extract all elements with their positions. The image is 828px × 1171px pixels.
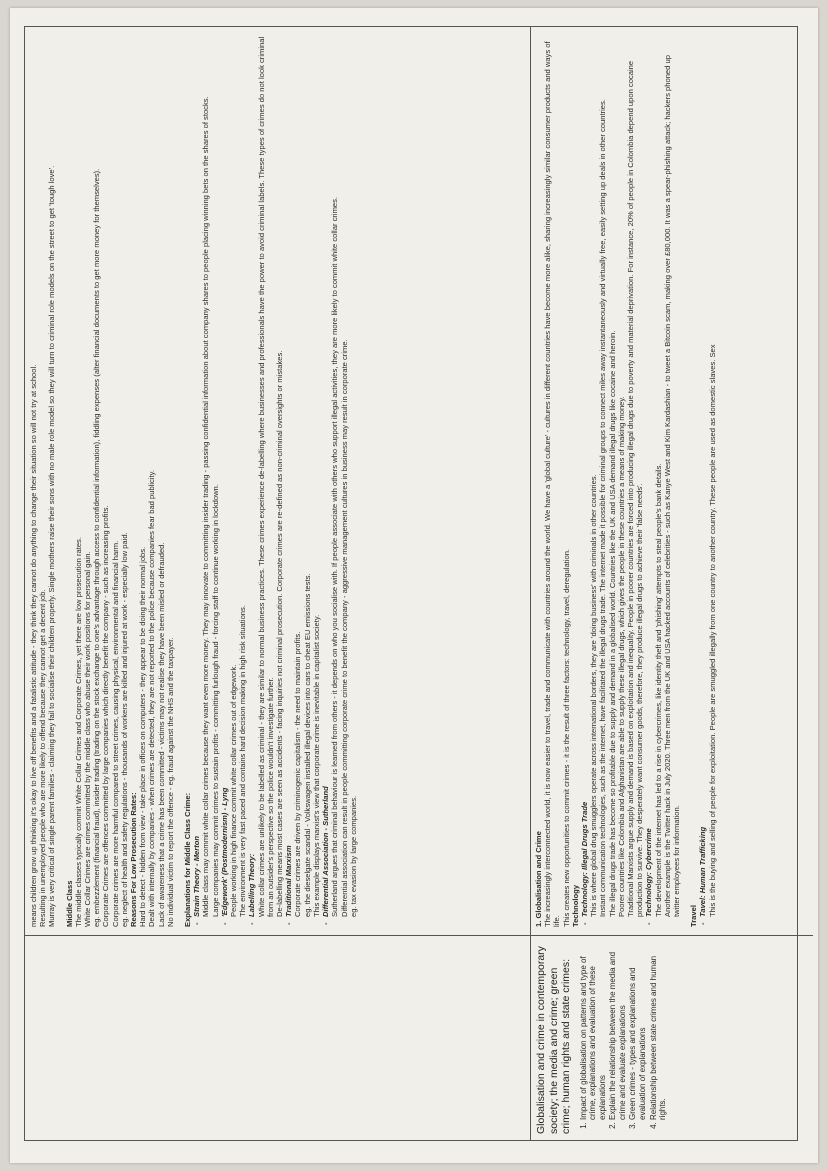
text-line: Large companies may commit crimes to sustain profits - committing furlough fraud - forcing staff to continue working in lockdown.	[210, 484, 220, 917]
text-line: White Collar Crimes are crimes committed by the middle class who abuse their work positions for personal gain.	[83, 551, 93, 927]
theory-heading: - 'Edgework' (Postmodernism) - Lyng	[220, 35, 229, 927]
text-line: Corporate crimes are more harmful compared to street crimes, causing physical, environmental and financial harm.	[110, 540, 120, 927]
cybercrime-heading: - Technology: Cybercrime	[644, 35, 653, 927]
text-line: Middle class may commit white collar crimes because they want even more money. They may innovate to committing insider trading - passing confidential information about company shares to people placing winning bets on the shares of stocks.	[201, 96, 211, 917]
travel-heading: Travel	[689, 905, 699, 927]
text-line: The environment is very fast paced and contains hard decision making in high risk situations.	[238, 605, 248, 917]
text-line: This is the buying and selling of people for exploitation. People are smuggled illegally from one country to another country. These people are used as domestic slaves. Sex	[707, 344, 717, 917]
text-line: Dealt with internally by companies - when crimes are detected, they are not reported to the police because companies fear bad publicity.	[147, 470, 157, 927]
text-line: Instant communication technologies, such as the internet, have facilitated the illegal drugs trade. The internet made it possible for criminal groups to connect miles away instantaneously and virtually free, easily setting up deals in other countries.	[598, 99, 608, 917]
table-row-middle-class	[25, 27, 531, 1140]
text-line: Traditional Marxists argue supply and demand is based on exploitation and inequality. People in poorer countries are forced into producing illegal drugs due to poverty and material deprivation. For instance, 20% of people in Colombia depend upon cocaine production to survive. They desperately want consumer goods, therefore, they produce illegal drugs to achieve their 'false needs'.	[626, 60, 645, 917]
topic-title: Globalisation and crime in contemporary society; the media and crime; green crime; human rights and state crimes:	[535, 946, 572, 1134]
text-line: Corporate Crimes are offences committed by large companies which directly benefit the company - such as increasing profits.	[101, 505, 111, 927]
text-line: Another example is the Twitter hack in July 2020. Three men from the UK and USA hacked accounts of celebrities - such as Kanye West and Kim Kardashian - to tweet a Bitcoin scam, making over £80,000. It was a spear-phishing attack; hackers phoned up twitter employees for information.	[662, 55, 682, 917]
text-line: People working in high finance commit white collar crimes out of edgework.	[229, 664, 239, 917]
theory-heading: - Labelling Theory:	[247, 35, 256, 927]
text-line: No individual victim to report the offence - eg. fraud against the NHS and the taxpayer.	[165, 637, 175, 927]
notes-cell-middle-class	[25, 27, 530, 935]
intro-line: Murray is very critical of single parent families - claiming they fail to socialise their children properly. Single mothers raise their sons with no male role model so they will turn to criminal role models on the street to get 'tough love'.	[47, 165, 57, 927]
text-line: Corporate crimes are driven by criminogenic capitalism - the need to maintain profits.	[293, 631, 303, 917]
text-line: The middle classes typically commit White Collar Crimes and Corporate Crimes, yet there are low prosecution rates.	[73, 537, 83, 927]
text-line: White collar crimes are unlikely to be labelled as criminal - they are similar to normal business practices. These crimes experience de-labelling where businesses and professionals have the power to avoid criminal labels. These types of crimes do not look criminal from an outsider's perspective so the police wouldn't investigate further.	[256, 36, 275, 917]
globalisation-heading: 1. Globalisation and Crime	[534, 831, 543, 927]
theory-heading: - Strain Theory - Merton	[192, 35, 201, 927]
text-line: This example displays marxist's view that corporate crime is inevitable in capitalist society.	[311, 614, 321, 917]
notes-table	[24, 26, 798, 1141]
text-line: Poorer countries like Colombia and Afghanistan are able to supply these illegal drugs, which gives the people in these countries a means of making money.	[616, 396, 626, 917]
subheading: Reasons For Low Prosecution Rates:	[129, 792, 139, 927]
text-line: Sutherland argues that criminal behaviour is learned from others - it depends on who you socialise with. If people associate with others who support illegal activities, they are more likely to commit white collar crimes.	[330, 196, 340, 917]
explanations-heading: Explanations for Middle Class Crime:	[183, 792, 193, 927]
text-line: Hard to detect - hidden from view - take place in offices on computers - they appear to be doing their normal jobs.	[138, 546, 148, 927]
drugs-heading: - Technology: Illegal Drugs Trade	[580, 35, 589, 927]
aim-item: 2. Explain the relationship between the media and crime and evaluate explanations	[608, 942, 627, 1120]
intro-line: means children grow up thinking it's okay to live off benefits and a fatalistic attitude - they think they cannot do anything to change their situation so will not try at school.	[29, 364, 38, 927]
intro-line: Resulting in unemployed people who are more likely to offend because they cannot get a decent job.	[38, 589, 48, 927]
text-line: Differential association can result in people committing corporate crime to benefit the company - aggressive management cultures in business may result in corporate crime.	[339, 339, 349, 917]
notes-cell-globalisation	[530, 27, 813, 935]
text-line: eg. embezzlement (financial fraud), insider trading (trading on the stock exchange to one's advantage through access to confidential information), fiddling expenses (alter financial documents to get more money for themselves).	[92, 168, 102, 927]
aim-item: 4. Relationship between state crimes and human rights.	[649, 942, 668, 1120]
empty-topic-cell	[25, 935, 530, 1140]
theory-heading: - Differential Association - Sutherland	[321, 35, 330, 927]
text-line: eg. tax evasion by large companies.	[348, 795, 358, 917]
text-line: This is where global drug smugglers operate across international borders, they are 'doing business' with criminals in other countries.	[589, 474, 599, 917]
aim-item: 3. Green crimes - types and explanations and evaluation of explanations	[628, 942, 647, 1120]
text-line: eg. the dieselgate scandal - Volkswagen installed illegal devices into cars to cheat EU emissions tests.	[302, 573, 312, 917]
trafficking-heading: - Tavel: Human Trafficking	[698, 35, 707, 927]
aims-list	[579, 942, 668, 1134]
text-line: The development of the internet has led to a rise in cybercrimes, like identity theft and 'phishing' attempts to steal people's bank details.	[653, 463, 663, 917]
text-line: Lack of awareness that a crime has been committed - victims may not realise they have been misled or defrauded.	[156, 542, 166, 927]
paper-sheet	[10, 8, 818, 1163]
aim-item: 1. Impact of globalisation on patterns and type of crime, explanations and evaluation of these explanations	[579, 942, 608, 1120]
theory-heading: - Traditional Marxism	[284, 35, 293, 927]
text-line: This creates new opportunities to commit crimes - it is the result of three factors: technology, travel, deregulation.	[561, 548, 571, 927]
table-row-globalisation	[530, 27, 813, 1140]
topic-cell	[530, 935, 813, 1140]
rotated-document	[10, 8, 818, 1163]
technology-heading: Technology	[570, 884, 580, 927]
text-line: The increasingly interconnected world, it is now easier to travel, trade and communicate with countries around the world. We have a 'global culture' - cultures in different countries have become more alike, sharing increasingly similar consumer products and ways of life.	[543, 41, 562, 927]
middle-class-heading: Middle Class	[64, 880, 74, 927]
text-line: eg. neglect of health and safety regulations - thousands of workers are killed and injured at work - especially low paid.	[119, 532, 129, 927]
text-line: The illegal drugs trade has become so profitable due to supply and demand in a globalised world. Countries like the UK and USA demand illegal drugs like cocaine and heroin.	[607, 330, 617, 917]
text-line: De-labelling means most cases are seen as accidents - facing inquiries not criminal prosecution. Corporate crimes are re-defined as non-criminal oversights or mistakes.	[275, 350, 285, 917]
